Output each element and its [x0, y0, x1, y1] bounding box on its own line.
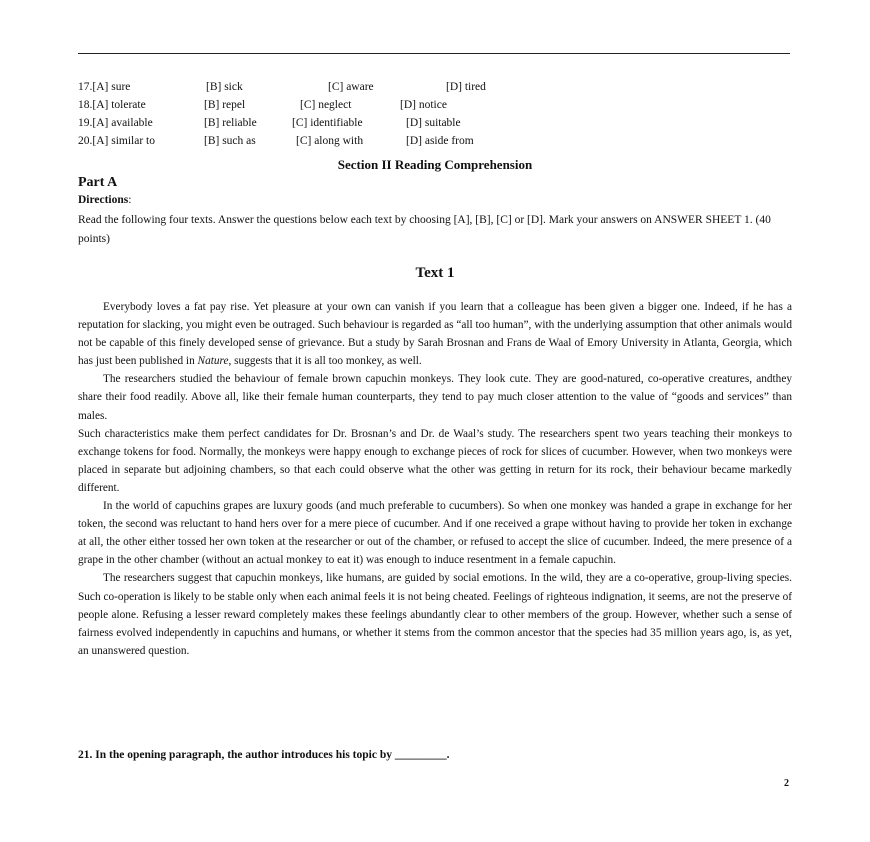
- option-c: [C] identifiable: [292, 117, 363, 129]
- option-d: [D] suitable: [406, 117, 461, 129]
- option-c: [C] aware: [328, 81, 374, 93]
- option-b: [B] repel: [204, 99, 246, 111]
- option-a: 17.[A] sure: [78, 81, 131, 93]
- directions-label: Directions:: [78, 194, 132, 206]
- paragraph-4: The researchers suggest that capuchin monkeys, like humans, are guided by social emotions. In the wild, they are a co-operative, group-living species. Such co-operation is likely to be stable only when each animal feels it is not being cheated. Feelings of righteous indignation, it seems, are not the preserve of people alone. Refusing a lesser reward completely makes these feelings abundantly clear to other members of the group. However, whether such a sense of fairness evolved independently in capuchins and humans, or whether it stems from the common ancestor that the species had 35 million years ago, is, as yet, an unanswered question.: [78, 572, 792, 657]
- part-label: Part A: [78, 175, 118, 190]
- option-a: 19.[A] available: [78, 117, 153, 129]
- journal-name: Nature: [197, 355, 229, 368]
- paragraph-1-part-b: , suggests that it is all too monkey, as well.: [228, 355, 422, 368]
- header-rule: [78, 53, 790, 54]
- paragraph-2-continued: Such characteristics make them perfect candidates for Dr. Brosnan’s and Dr. de Waal’s study. The researchers spent two years teaching their monkeys to exchange tokens for food. Normally, the monkeys were happy enough to exchange pieces of rock for slices of cucumber. However, when two monkeys were placed in separate but adjoining chambers, so that each could observe what the other was getting in return for its rock, their behaviour became markedly different.: [78, 427, 792, 494]
- option-a: 20.[A] similar to: [78, 135, 155, 147]
- option-c: [C] along with: [296, 135, 364, 147]
- text-title: Text 1: [415, 265, 455, 281]
- option-d: [D] tired: [446, 81, 486, 93]
- option-d: [D] aside from: [406, 135, 474, 147]
- page-number: 2: [784, 778, 789, 789]
- option-b: [B] sick: [206, 81, 243, 93]
- paragraph-1-part-a: Everybody loves a fat pay rise. Yet pleasure at your own can vanish if you learn that a colleague has been given a bigger one. Indeed, if he has a reputation for slacking, you might even be outraged. Such behaviour is regarded as “all too human”, with the underlying assumption that other animals would not be capable of this finely developed sense of grievance. But a study by Sarah Brosnan and Frans de Waal of Emory University in Atlanta, Georgia, which has just been published in: [78, 301, 792, 368]
- paragraph-3: In the world of capuchins grapes are luxury goods (and much preferable to cucumbers). So when one monkey was handed a grape in exchange for her token, the second was reluctant to hand hers over for a mere piece of cucumber. And if one received a grape without having to provide her token in exchange at all, the other either tossed her own token at the researcher or out of the chamber, or refused to accept the slice of cucumber. Indeed, the mere presence of a grape in the other chamber (without an actual monkey to eat it) was enough to induce resentment in a female capuchin.: [78, 500, 792, 567]
- option-b: [B] reliable: [204, 117, 257, 129]
- option-a: 18.[A] tolerate: [78, 99, 146, 111]
- option-c: [C] neglect: [300, 99, 352, 111]
- paragraph-1: [78, 298, 792, 370]
- option-d: [D] notice: [400, 99, 447, 111]
- question-21: 21. In the opening paragraph, the author introduces his topic by _________.: [78, 749, 450, 761]
- passage: [78, 298, 792, 660]
- directions-label-text: Directions: [78, 194, 129, 206]
- section-title: Section II Reading Comprehension: [337, 157, 533, 172]
- paragraph-2: The researchers studied the behaviour of female brown capuchin monkeys. They look cute. They are good-natured, co-operative creatures, andthey share their food readily. Above all, like their female human counterparts, they tend to pay much closer attention to the value of “goods and services” than males.: [78, 373, 792, 422]
- directions-text: Read the following four texts. Answer the questions below each text by choosing [A], [B], [C] or [D]. Mark your answers on ANSWER SHEET 1. (40 points): [78, 214, 771, 245]
- option-b: [B] such as: [204, 135, 256, 147]
